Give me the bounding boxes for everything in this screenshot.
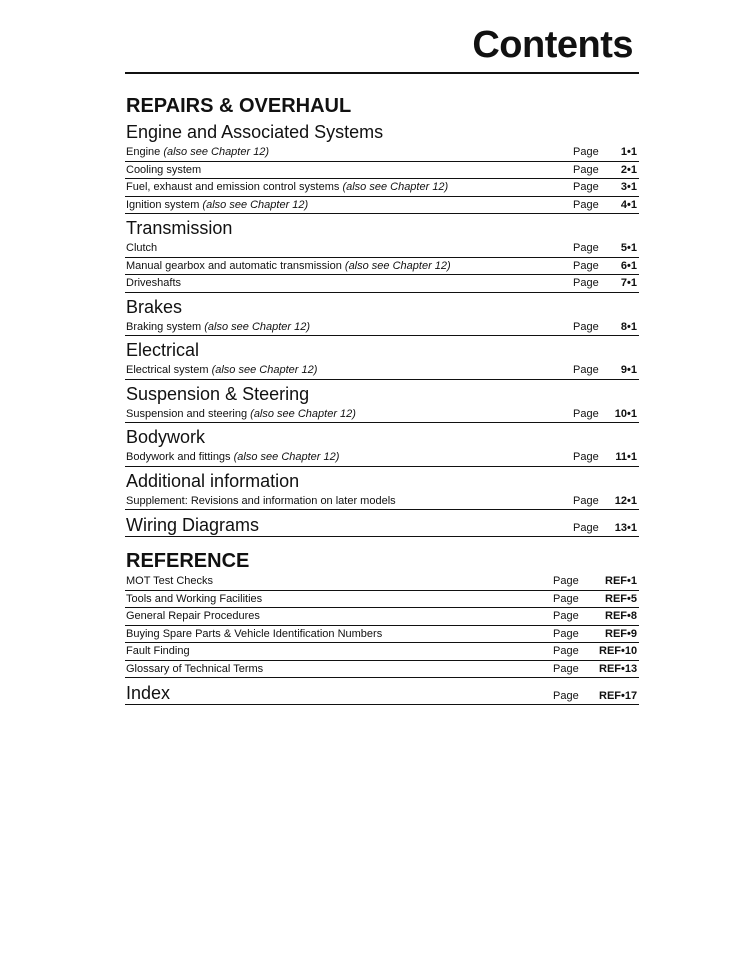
entry-label (125, 450, 573, 466)
page-number: 12•1 (614, 494, 637, 507)
part-heading-repairs: REPAIRS & OVERHAUL (126, 95, 352, 117)
page-number: REF•13 (599, 662, 638, 675)
entry-label: Tools and Working Facilities (126, 592, 263, 605)
reference-entry[interactable] (125, 661, 639, 679)
entry-text: Supplement: Revisions and information on later models (126, 494, 396, 507)
toc-entry[interactable] (125, 162, 639, 180)
toc-entry[interactable] (125, 179, 639, 197)
page-word: Page (553, 627, 579, 640)
page-number: REF•5 (605, 592, 637, 605)
entry-text: Manual gearbox and automatic transmission (126, 259, 345, 272)
page-word: Page (553, 610, 579, 622)
entry-text: Ignition system (126, 198, 203, 211)
entry-label (125, 163, 573, 179)
page-number: 13•1 (614, 522, 637, 534)
reference-entry[interactable] (125, 643, 639, 661)
entry-label (125, 276, 573, 292)
toc-entry[interactable] (125, 240, 639, 258)
section (125, 339, 639, 380)
page-word: Page (573, 242, 599, 254)
repairs-sections (125, 121, 639, 510)
toc-entry[interactable] (125, 493, 639, 511)
toc-entry[interactable] (125, 258, 639, 276)
toc-entry[interactable] (125, 362, 639, 380)
page-word: Page (573, 146, 599, 158)
section (125, 121, 639, 214)
page-word: Page (553, 592, 579, 605)
page-number: REF•9 (605, 627, 637, 640)
entry-note: (also see Chapter 12) (233, 451, 340, 463)
entry-label: MOT Test Checks (126, 575, 214, 587)
page-word: Page (573, 198, 599, 211)
entry-text: Braking system (126, 320, 205, 333)
entry-text: Electrical system (126, 364, 212, 376)
page-number: REF•8 (605, 610, 637, 622)
page-word: Page (573, 277, 599, 289)
page-number: REF•10 (599, 645, 638, 657)
entry-label (125, 407, 573, 423)
section-title: Electrical (126, 340, 200, 360)
page-number: 5•1 (620, 242, 637, 254)
page-word: Page (573, 522, 599, 534)
toc-entry[interactable] (125, 275, 639, 293)
section-title: Engine and Associated Systems (126, 122, 384, 142)
contents-page (125, 22, 639, 705)
reference-rows (125, 573, 639, 678)
page-word: Page (573, 451, 599, 463)
entry-text: Engine (126, 146, 164, 158)
entry-label (125, 320, 573, 336)
entry-label (125, 145, 573, 161)
page-number: 6•1 (620, 259, 637, 272)
entry-label (125, 259, 573, 275)
entry-label (125, 198, 573, 214)
section-title: Index (126, 683, 171, 703)
entry-note: (also see Chapter 12) (204, 320, 311, 333)
page-number: 9•1 (620, 364, 637, 376)
page-number: REF•1 (605, 575, 637, 587)
entry-label: Fault Finding (126, 645, 190, 657)
toc-entry[interactable] (125, 406, 639, 424)
page-word: Page (573, 407, 599, 420)
reference-entry[interactable] (125, 608, 639, 626)
page-word: Page (573, 181, 599, 193)
page-word: Page (573, 494, 599, 507)
page-word: Page (573, 320, 599, 333)
section-title: Suspension & Steering (126, 383, 310, 404)
page-word: Page (553, 645, 579, 657)
reference-entry[interactable] (125, 591, 639, 609)
page-word: Page (573, 163, 599, 176)
toc-entry[interactable] (125, 144, 639, 162)
page-word: Page (573, 259, 599, 272)
section-wiring-diagrams[interactable] (125, 514, 639, 537)
page-number: 8•1 (620, 320, 637, 333)
entry-text: Suspension and steering (126, 407, 251, 420)
section (125, 383, 639, 424)
page-number: 1•1 (620, 146, 637, 158)
entry-note: (also see Chapter 12) (211, 364, 318, 376)
page-word: Page (553, 575, 579, 587)
section-title: Brakes (126, 296, 183, 317)
entry-note: (also see Chapter 12) (342, 181, 449, 193)
page-number: 4•1 (620, 198, 637, 211)
entry-text: Bodywork and fittings (126, 451, 234, 463)
entry-label: Glossary of Technical Terms (126, 662, 264, 675)
page-number: 11•1 (615, 451, 637, 463)
entry-label (125, 241, 573, 257)
page-number: 7•1 (620, 277, 637, 289)
entry-label (125, 494, 573, 510)
part-heading-reference: REFERENCE (126, 550, 250, 572)
page-word: Page (553, 690, 579, 702)
section (125, 470, 639, 511)
reference-entry[interactable] (125, 626, 639, 644)
title-divider (125, 72, 639, 74)
entry-note: (also see Chapter 12) (202, 198, 309, 211)
section-title: Additional information (126, 470, 300, 491)
entry-text: Cooling system (126, 163, 202, 176)
section-title: Bodywork (126, 427, 206, 447)
section (125, 426, 639, 467)
entry-label (125, 180, 573, 196)
toc-entry[interactable] (125, 449, 639, 467)
toc-entry[interactable] (125, 319, 639, 337)
page-number: 3•1 (620, 181, 637, 193)
section (125, 217, 639, 293)
entry-note: (also see Chapter 12) (344, 259, 451, 272)
page-number: 10•1 (614, 407, 637, 420)
entry-text: Driveshafts (126, 277, 182, 289)
section-title: Transmission (126, 218, 233, 238)
section (125, 296, 639, 337)
entry-text: Fuel, exhaust and emission control systems (126, 181, 343, 193)
entry-note: (also see Chapter 12) (250, 407, 356, 420)
entry-note: (also see Chapter 12) (163, 146, 270, 158)
reference-entry[interactable] (125, 573, 639, 591)
entry-label: General Repair Procedures (126, 610, 260, 622)
page-title: Contents (472, 24, 633, 66)
page-word: Page (573, 364, 599, 376)
entry-text: Clutch (126, 242, 158, 254)
page-number: 2•1 (620, 163, 637, 176)
page-word: Page (553, 662, 579, 675)
entry-label: Buying Spare Parts & Vehicle Identification Numbers (126, 627, 383, 640)
entry-label (125, 363, 573, 379)
section-index[interactable] (125, 682, 639, 705)
section-title: Wiring Diagrams (126, 515, 260, 535)
toc-entry[interactable] (125, 197, 639, 215)
page-number: REF•17 (599, 690, 638, 702)
